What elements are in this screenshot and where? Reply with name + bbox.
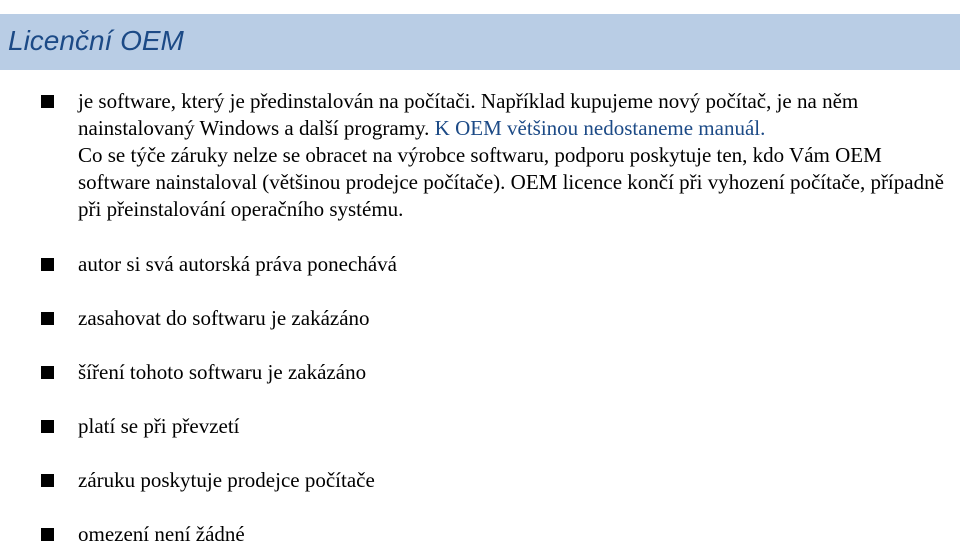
- list-item-text: záruku poskytuje prodejce počítače: [78, 468, 375, 492]
- square-bullet-icon: [41, 528, 54, 541]
- list-item-text: [78, 88, 954, 223]
- list-item-text: autor si svá autorská práva ponechává: [78, 252, 397, 276]
- list-item-text: šíření tohoto softwaru je zakázáno: [78, 360, 367, 384]
- square-bullet-icon: [41, 95, 54, 108]
- slide-title: Licenční OEM: [8, 25, 184, 56]
- square-bullet-icon: [41, 312, 54, 325]
- list-item-text: platí se při převzetí: [78, 414, 240, 438]
- list-item-text: omezení není žádné: [78, 522, 245, 544]
- oem-warranty-text: Co se týče záruky nelze se obracet na výrobce softwaru, podporu poskytuje ten, kdo Vám OEM software nainstaloval (většinou prodejce počítače). OEM licence končí při vyhození počítače, případně při přeinstalování operačního systému.: [78, 143, 944, 221]
- square-bullet-icon: [41, 420, 54, 433]
- title-bar: [0, 14, 960, 70]
- oem-definition-text: je software, který je předinstalován na počítači. Například kupujeme nový počítač, je na něm nainstalovaný Windows a další programy.: [78, 89, 859, 140]
- square-bullet-icon: [41, 258, 54, 271]
- square-bullet-icon: [41, 366, 54, 379]
- oem-manual-note: K OEM většinou nedostaneme manuál.: [434, 116, 766, 140]
- list-item-text: zasahovat do softwaru je zakázáno: [78, 306, 370, 330]
- square-bullet-icon: [41, 474, 54, 487]
